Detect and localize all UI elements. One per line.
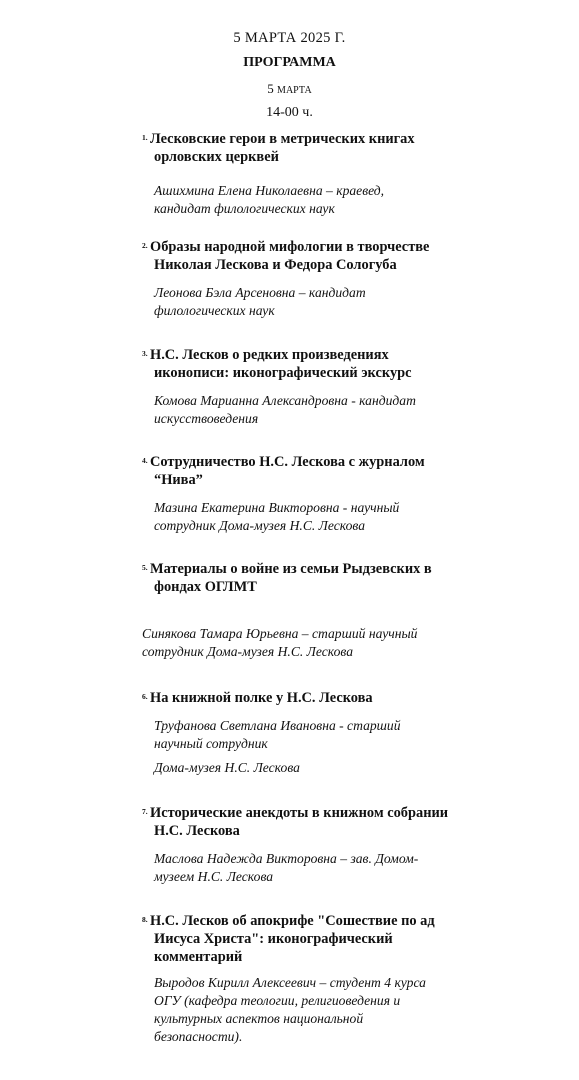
speaker-info — [142, 717, 552, 777]
item-number: 4. — [142, 456, 148, 465]
program-item-6 — [142, 689, 552, 777]
talk-title — [142, 560, 552, 596]
talk-title — [142, 238, 552, 274]
item-number: 7. — [142, 807, 148, 816]
talk-title-line: Николая Лескова и Федора Сологуба — [154, 257, 397, 273]
program-item-7 — [142, 804, 552, 886]
talk-title — [142, 346, 552, 382]
speaker-line: Мазина Екатерина Викторовна - научный — [154, 500, 400, 515]
program-item-2 — [142, 238, 552, 320]
session-time: 14-00 ч. — [266, 105, 313, 120]
talk-title-line: фондах ОГЛМТ — [154, 579, 257, 595]
speaker-line: ОГУ (кафедра теологии, религиоведения и — [154, 993, 401, 1008]
talk-title-line: Иисуса Христа": иконографический — [154, 931, 393, 947]
speaker-line: филологических наук — [154, 303, 275, 318]
speaker-line: Труфанова Светлана Ивановна - старший — [154, 718, 401, 733]
talk-title-line: Лесковские герои в метрических книгах — [150, 131, 415, 147]
program-item-1 — [142, 130, 552, 218]
talk-title — [142, 130, 552, 166]
talk-title-line: На книжной полке у Н.С. Лескова — [150, 690, 373, 706]
program-item-5 — [142, 560, 552, 596]
program-item-4 — [142, 453, 552, 535]
speaker-info — [142, 850, 552, 886]
item-number: 6. — [142, 692, 148, 701]
talk-title-line: комментарий — [154, 949, 243, 965]
talk-title-line: Н.С. Лесков о редких произведениях — [150, 347, 389, 363]
talk-title — [142, 912, 552, 966]
speaker-line: искусствоведения — [154, 411, 259, 426]
session-day — [0, 81, 579, 99]
speaker-line: Синякова Тамара Юрьевна – старший научный — [142, 626, 418, 641]
item-number: 2. — [142, 241, 148, 250]
talk-title-line: Исторические анекдоты в книжном собрании — [150, 805, 449, 821]
speaker-line: Маслова Надежда Викторовна – зав. Домом- — [154, 851, 419, 866]
speaker-line: культурных аспектов национальной — [154, 1011, 364, 1026]
talk-title-line: Н.С. Лескова — [154, 823, 240, 839]
speaker-info — [142, 625, 552, 661]
speaker-line: Дома-музея Н.С. Лескова — [154, 760, 300, 775]
speaker-info — [142, 392, 552, 428]
session-day-number: 5 — [267, 81, 274, 96]
program-heading: ПРОГРАММА — [243, 55, 336, 70]
speaker-info — [142, 974, 552, 1046]
speaker-info — [142, 284, 552, 320]
speaker-info — [142, 499, 552, 535]
speaker-line: Леонова Бэла Арсеновна – кандидат — [154, 285, 366, 300]
event-date: 5 МАРТА 2025 Г. — [233, 30, 346, 46]
program-item-8 — [142, 912, 552, 1046]
talk-title-line: Образы народной мифологии в творчестве — [150, 239, 430, 255]
item-number: 8. — [142, 915, 148, 924]
session-day-month: МАРТА — [277, 85, 312, 96]
speaker-line: Ашихмина Елена Николаевна – краевед, — [154, 183, 385, 198]
speaker-line: кандидат филологических наук — [154, 201, 335, 216]
talk-title-line: “Нива” — [154, 472, 203, 488]
talk-title-line: Н.С. Лесков об апокрифе "Сошествие по ад — [150, 913, 435, 929]
speaker-line: сотрудник Дома-музея Н.С. Лескова — [142, 644, 354, 659]
program-item-3 — [142, 346, 552, 428]
item-number: 3. — [142, 349, 148, 358]
talk-title-line: Материалы о войне из семьи Рыдзевских в — [150, 561, 432, 577]
item-number: 1. — [142, 133, 148, 142]
talk-title-line: орловских церквей — [154, 149, 279, 165]
speaker-line: Комова Марианна Александровна - кандидат — [154, 393, 416, 408]
talk-title — [142, 689, 552, 707]
talk-title-line: иконописи: иконографический экскурс — [154, 365, 412, 381]
speaker-line: научный сотрудник — [154, 736, 268, 751]
talk-title — [142, 453, 552, 489]
speaker-line: музеем Н.С. Лескова — [154, 869, 274, 884]
speaker-line: Выродов Кирилл Алексеевич – студент 4 курса — [154, 975, 426, 990]
talk-title — [142, 804, 552, 840]
talk-title-line: Сотрудничество Н.С. Лескова с журналом — [150, 454, 425, 470]
item-number: 5. — [142, 563, 148, 572]
speaker-info — [142, 182, 552, 218]
speaker-line: сотрудник Дома-музея Н.С. Лескова — [154, 518, 366, 533]
speaker-line: безопасности). — [154, 1029, 243, 1044]
